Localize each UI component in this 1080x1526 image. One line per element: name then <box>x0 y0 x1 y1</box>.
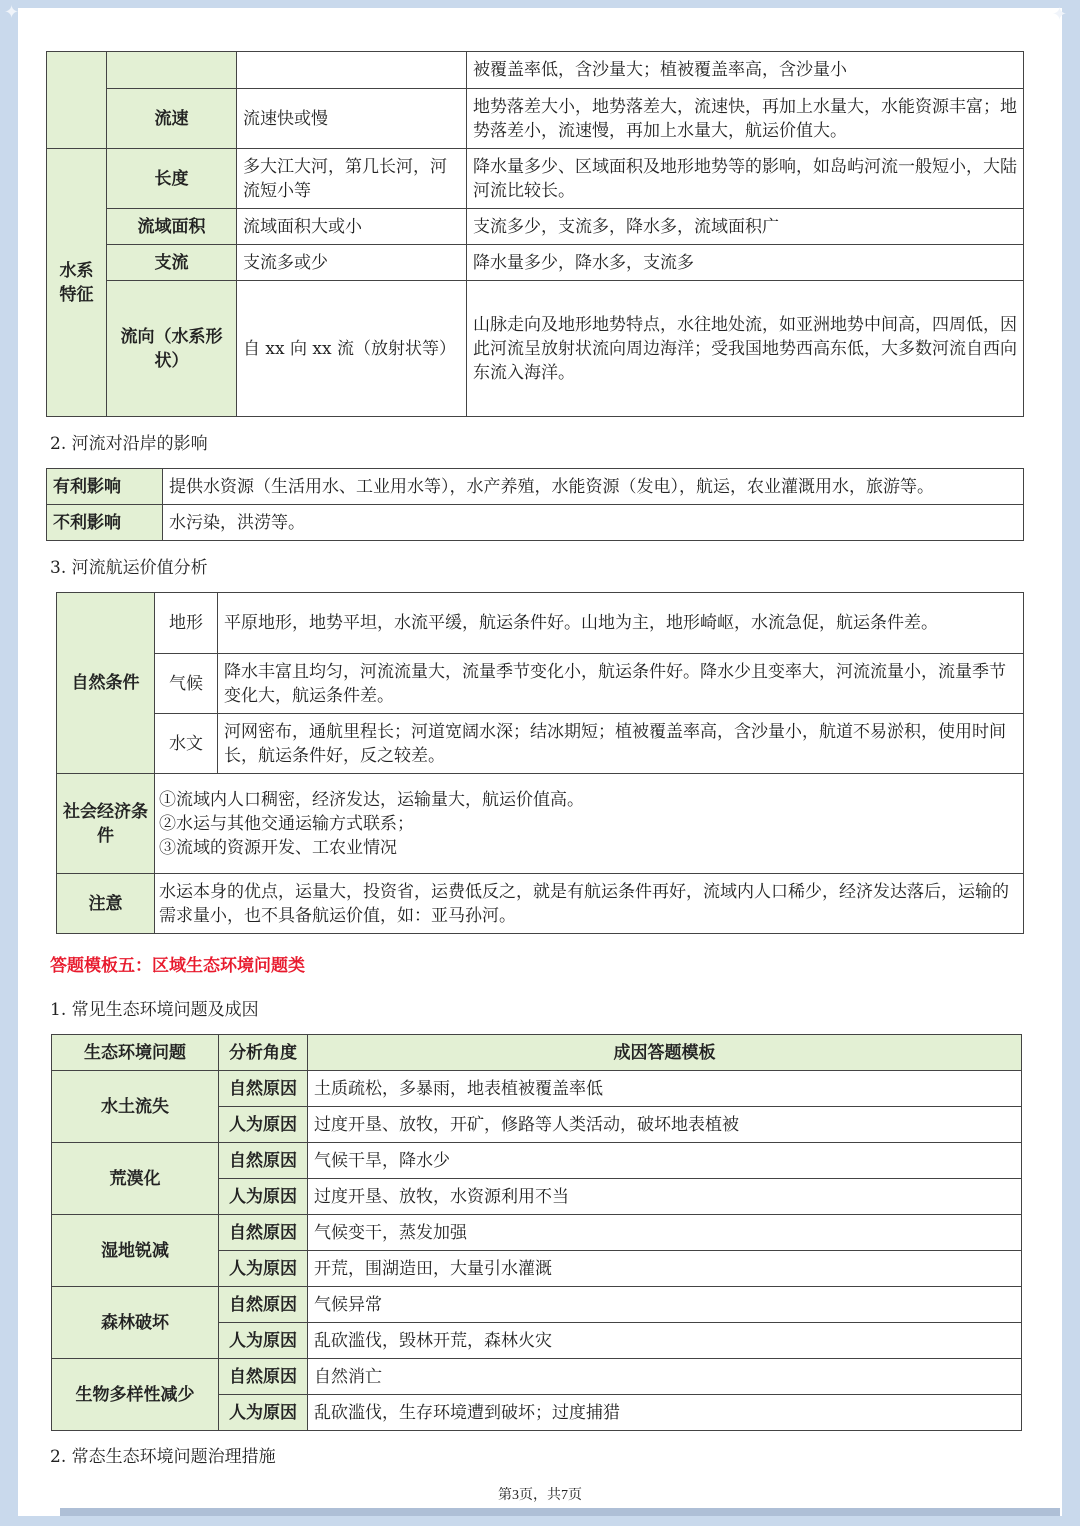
cell-text: 山脉走向及地形地势特点，水往地处流，如亚洲地势中间高，四周低，因此河流呈放射状流向周边海洋；受我国地势西高东低，大多数河流自西向东流入海洋。 <box>467 281 1024 417</box>
row-label-speed: 流速 <box>107 89 237 149</box>
row-label-bad: 不利影响 <box>47 505 163 541</box>
angle-natural: 自然原因 <box>219 1359 308 1395</box>
row-label-climate: 气候 <box>155 654 218 714</box>
river-impact-table <box>46 468 1024 541</box>
section-heading: 2. 常态生态环境问题治理措施 <box>50 1447 276 1467</box>
template-heading: 答题模板五：区域生态环境问题类 <box>50 956 305 976</box>
social-list <box>155 774 1024 874</box>
cell-text: 乱砍滥伐，生存环境遭到破坏；过度捕猎 <box>308 1395 1022 1431</box>
cell-text: 降水丰富且均匀，河流流量大，流量季节变化小，航运条件好。降水少且变率大，河流流量小，流量季节变化大，航运条件差。 <box>218 654 1024 714</box>
angle-human: 人为原因 <box>219 1395 308 1431</box>
row-label-note: 注意 <box>57 874 155 934</box>
list-item: ①流域内人口稠密，经济发达，运输量大，航运价值高。 <box>159 789 584 810</box>
column-header: 分析角度 <box>219 1035 308 1071</box>
cell-text: 支流多或少 <box>237 245 467 281</box>
angle-natural: 自然原因 <box>219 1071 308 1107</box>
cell-text: 土质疏松，多暴雨，地表植被覆盖率低 <box>308 1071 1022 1107</box>
problem-label: 荒漠化 <box>52 1143 219 1215</box>
row-label-length: 长度 <box>107 149 237 209</box>
list-item: ③流域的资源开发、工农业情况 <box>159 837 397 858</box>
cell-text: 气候变干，蒸发加强 <box>308 1215 1022 1251</box>
column-header: 成因答题模板 <box>308 1035 1022 1071</box>
problem-label: 森林破坏 <box>52 1287 219 1359</box>
cell-text: 气候异常 <box>308 1287 1022 1323</box>
angle-natural: 自然原因 <box>219 1287 308 1323</box>
river-system-table <box>46 51 1024 417</box>
problem-label: 水土流失 <box>52 1071 219 1143</box>
shipping-value-table <box>56 592 1024 934</box>
section-heading: 1. 常见生态环境问题及成因 <box>50 1000 259 1020</box>
cell-text: 流域面积大或小 <box>237 209 467 245</box>
row-label-direction: 流向（水系形状） <box>107 281 237 417</box>
row-label-system: 水系特征 <box>47 149 107 417</box>
star-icon: ✦ <box>4 2 20 23</box>
row-label-natural: 自然条件 <box>57 593 155 774</box>
problem-label: 湿地锐减 <box>52 1215 219 1287</box>
cell-text: 被覆盖率低，含沙量大；植被覆盖率高，含沙量小 <box>467 52 1024 89</box>
cell-text: 平原地形，地势平坦，水流平缓，航运条件好。山地为主，地形崎岖，水流急促，航运条件差。 <box>218 593 1024 654</box>
eco-problem-table <box>51 1034 1022 1431</box>
document-page <box>18 8 1062 1516</box>
cell-text: 水污染，洪涝等。 <box>163 505 1024 541</box>
cell-text: 过度开垦、放牧，开矿，修路等人类活动，破坏地表植被 <box>308 1107 1022 1143</box>
cell-text: 支流多少，支流多，降水多，流域面积广 <box>467 209 1024 245</box>
cell-text: 乱砍滥伐，毁林开荒，森林火灾 <box>308 1323 1022 1359</box>
cell-text: 开荒，围湖造田，大量引水灌溉 <box>308 1251 1022 1287</box>
section-heading: 2. 河流对沿岸的影响 <box>50 434 208 454</box>
cell-text: 降水量多少，降水多，支流多 <box>467 245 1024 281</box>
blank-cell <box>237 52 467 89</box>
row-label-social: 社会经济条件 <box>57 774 155 874</box>
star-icon: ✦ <box>1052 4 1068 25</box>
blank-cell <box>107 52 237 89</box>
cell-text: 降水量多少、区域面积及地形地势等的影响，如岛屿河流一般短小，大陆河流比较长。 <box>467 149 1024 209</box>
column-header: 生态环境问题 <box>52 1035 219 1071</box>
section-heading: 3. 河流航运价值分析 <box>50 558 208 578</box>
page-footer: 第3页，共7页 <box>498 1488 582 1503</box>
row-label-terrain: 地形 <box>155 593 218 654</box>
angle-human: 人为原因 <box>219 1323 308 1359</box>
row-label-area: 流域面积 <box>107 209 237 245</box>
cell-text: 多大江大河，第几长河，河流短小等 <box>237 149 467 209</box>
cell-text: 地势落差大小，地势落差大，流速快，再加上水量大，水能资源丰富；地势落差小，流速慢，再加上水量大，航运价值大。 <box>467 89 1024 149</box>
cell-text: 自然消亡 <box>308 1359 1022 1395</box>
cell-text: 河网密布，通航里程长；河道宽阔水深；结冰期短；植被覆盖率高，含沙量小，航道不易淤积，使用时间长，航运条件好，反之较差。 <box>218 714 1024 774</box>
angle-natural: 自然原因 <box>219 1143 308 1179</box>
angle-human: 人为原因 <box>219 1179 308 1215</box>
page-shadow <box>60 1508 1060 1516</box>
cell-text: 提供水资源（生活用水、工业用水等），水产养殖，水能资源（发电），航运，农业灌溉用水，旅游等。 <box>163 469 1024 505</box>
angle-human: 人为原因 <box>219 1251 308 1287</box>
row-label-hydrology: 水文 <box>155 714 218 774</box>
cell-text: 气候干旱，降水少 <box>308 1143 1022 1179</box>
cell-text: 流速快或慢 <box>237 89 467 149</box>
cell-text: 水运本身的优点，运量大，投资省，运费低反之，就是有航运条件再好，流域内人口稀少，经济发达落后，运输的需求量小，也不具备航运价值，如：亚马孙河。 <box>155 874 1024 934</box>
blank-cell <box>47 52 107 149</box>
angle-natural: 自然原因 <box>219 1215 308 1251</box>
list-item: ②水运与其他交通运输方式联系； <box>159 813 414 834</box>
cell-text: 过度开垦、放牧，水资源利用不当 <box>308 1179 1022 1215</box>
angle-human: 人为原因 <box>219 1107 308 1143</box>
cell-text: 自 xx 向 xx 流（放射状等） <box>237 281 467 417</box>
problem-label: 生物多样性减少 <box>52 1359 219 1431</box>
row-label-good: 有利影响 <box>47 469 163 505</box>
row-label-tributary: 支流 <box>107 245 237 281</box>
